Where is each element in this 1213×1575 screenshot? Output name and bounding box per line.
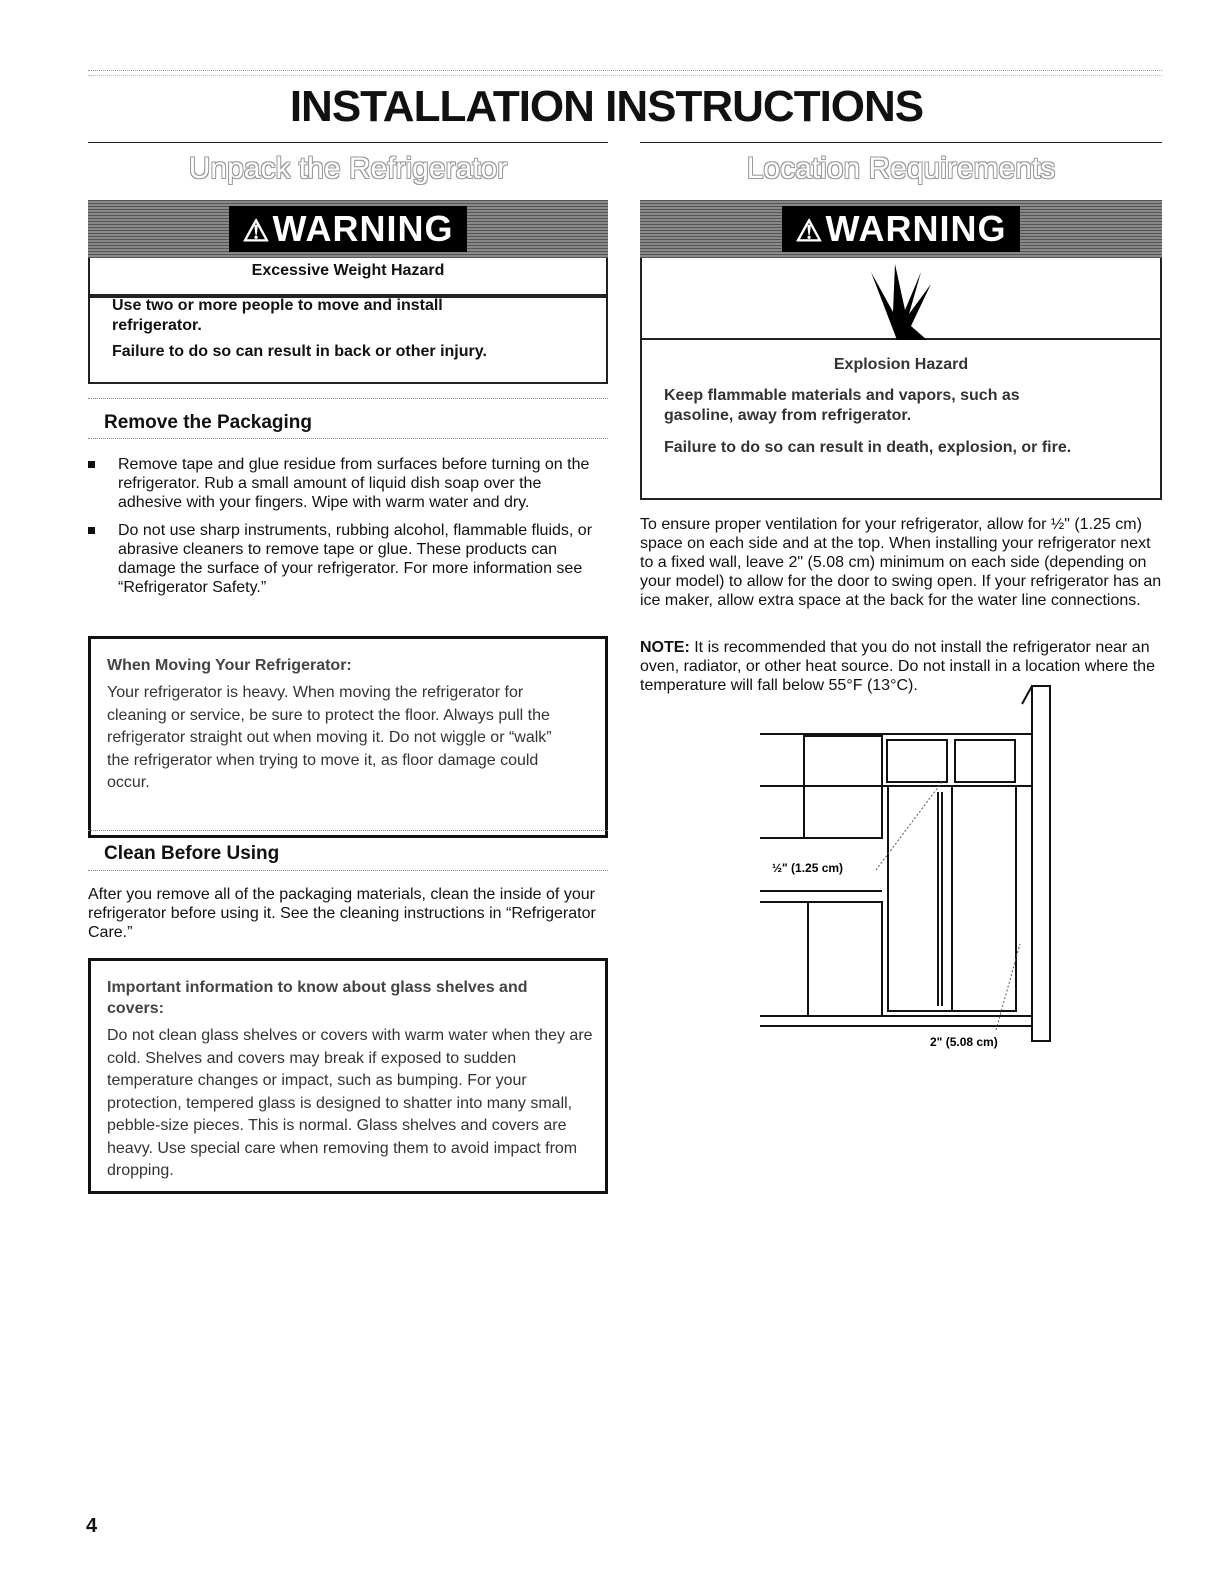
explosion-warning-body: [640, 258, 1162, 500]
note-label: NOTE:: [640, 639, 690, 656]
weight-warning-text-box: [88, 292, 608, 384]
weight-hazard-title: Excessive Weight Hazard: [251, 262, 445, 279]
page-title: INSTALLATION INSTRUCTIONS: [289, 82, 924, 131]
glass-info-box: [88, 958, 608, 1194]
explosion-warning-line1: Keep flammable materials and vapors, such as gasoline, away from refrigerator.: [664, 387, 1020, 424]
moving-info-box: [88, 636, 608, 838]
warning-triangle-icon: ⚠: [795, 215, 824, 248]
ventilation-text: To ensure proper ventilation for your refrigerator, allow for ½" (1.25 cm) space on each side and at the top. When installing your refrigerator next to a fixed wall, leave 2" (5.08 cm) minimum on each side (depending on your model) to allow for the door to swing open. If your refrigerator has an ice maker, allow extra space at the back for the water line connections.: [640, 516, 1162, 609]
warning-label: WARNING: [825, 208, 1007, 249]
note-text: It is recommended that you do not install the refrigerator near an oven, radiator, or other heat source. Do not install in a location where the temperature will fall below 55°F (13°C).: [640, 639, 1155, 694]
glass-box-text: Do not clean glass shelves or covers with warm water when they are cold. Shelves and covers may break if exposed to sudden temperature changes or impact, such as bumping. For your protection, tempered glass is designed to shatter into many small, pebble-size pieces. This is normal. Glass shelves and covers are heavy. Use special care when removing them to avoid impact from dropping.: [107, 1027, 593, 1179]
weight-warning-line1: Use two or more people to move and install refrigerator.: [112, 297, 443, 334]
right-column-rule: [640, 142, 1162, 143]
left-column-rule: [88, 142, 608, 143]
moving-box-text: Your refrigerator is heavy. When moving the refrigerator for cleaning or service, be sure to protect the floor. Always pull the refrigerator straight out when moving it. Do not wiggle or “walk” the refrigerator when trying to move it, as floor damage could occur.: [107, 684, 552, 791]
left-section-title: Unpack the Refrigerator: [188, 152, 508, 185]
clean-before-title: Clean Before Using: [104, 843, 280, 864]
bullet-item: Remove tape and glue residue from surfaces before turning on the refrigerator. Rub a small amount of liquid dish soap over the adhesive with your fingers. Wipe with warm water and dry.: [88, 455, 608, 512]
explosion-icon: [642, 258, 1160, 338]
explosion-warning-line2: Failure to do so can result in death, explosion, or fire.: [664, 439, 1072, 456]
moving-box-title: When Moving Your Refrigerator:: [107, 657, 352, 674]
warning-triangle-icon: ⚠: [242, 215, 271, 248]
glass-box-title: Important information to know about glass shelves and covers:: [107, 979, 528, 1017]
top-clearance-label: ½" (1.25 cm): [772, 861, 844, 875]
side-clearance-label: 2" (5.08 cm): [930, 1035, 998, 1049]
right-section-title: Location Requirements: [746, 152, 1056, 185]
explosion-hazard-title: Explosion Hazard: [833, 356, 969, 373]
weight-warning-line2: Failure to do so can result in back or other injury.: [112, 343, 487, 360]
remove-packaging-title: Remove the Packaging: [104, 412, 313, 433]
page-number: 4: [86, 1515, 98, 1537]
clearance-diagram: [752, 686, 1050, 1049]
warning-label: WARNING: [272, 208, 454, 249]
top-dotted-rule: [88, 70, 1162, 76]
explosion-warning-banner: [640, 200, 1162, 258]
packaging-bullet-list: [88, 455, 608, 606]
clean-before-text: After you remove all of the packaging materials, clean the inside of your refrigerator before using it. See the cleaning instructions in “Refrigerator Care.”: [88, 886, 596, 941]
bullet-item: Do not use sharp instruments, rubbing alcohol, flammable fluids, or abrasive cleaners to remove tape or glue. These products can damage the surface of your refrigerator. For more information see “Refrigerator Safety.”: [88, 521, 608, 597]
weight-warning-banner: [88, 200, 608, 258]
